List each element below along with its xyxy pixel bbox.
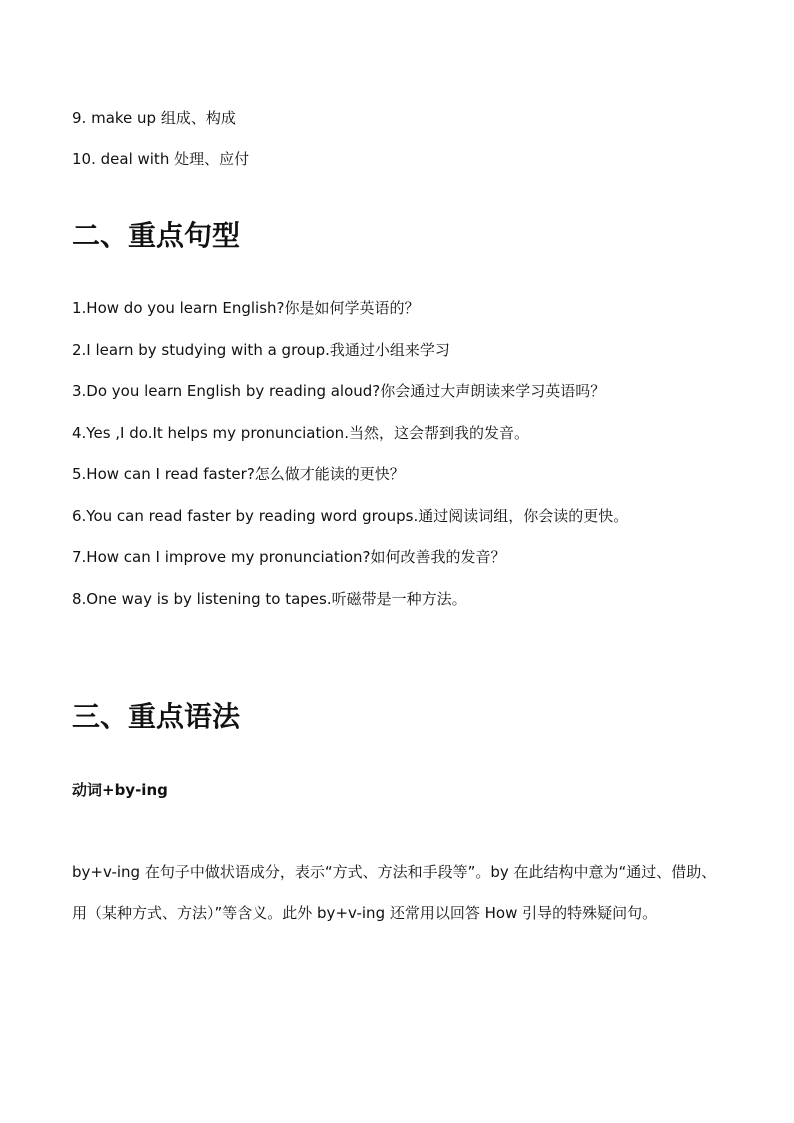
- grammar-paragraph: by+v-ing 在句子中做状语成分，表示“方式、方法和手段等”。by 在此结构中意为“通过、借助、用（某种方式、方法）”等含义。此外 by+v-ing 还常用以回答 How 引导的特殊疑问句。: [72, 863, 717, 922]
- sentence-item: 6.You can read faster by reading word groups.通过阅读词组，你会读的更快。: [72, 507, 629, 525]
- phrase-item: 10. deal with 处理、应付: [72, 150, 250, 168]
- sentence-item: 2.I learn by studying with a group.我通过小组来学习: [72, 341, 450, 359]
- sentence-item: 7.How can I improve my pronunciation?如何改善我的发音？: [72, 548, 506, 566]
- section-heading-sentence-patterns: 二、重点句型: [72, 219, 241, 252]
- sentence-item: 5.How can I read faster?怎么做才能读的更快？: [72, 465, 405, 483]
- phrase-item: 9. make up 组成、构成: [72, 109, 236, 127]
- section-heading-grammar: 三、重点语法: [72, 700, 241, 733]
- sentence-item: 1.How do you learn English?你是如何学英语的？: [72, 299, 420, 317]
- sentence-item: 4.Yes ,I do.It helps my pronunciation.当然，这会帮到我的发音。: [72, 424, 529, 442]
- sentence-item: 8.One way is by listening to tapes.听磁带是一种方法。: [72, 590, 467, 608]
- grammar-subtitle: 动词+by-ing: [72, 781, 168, 799]
- sentence-item: 3.Do you learn English by reading aloud?你会通过大声朗读来学习英语吗？: [72, 382, 606, 400]
